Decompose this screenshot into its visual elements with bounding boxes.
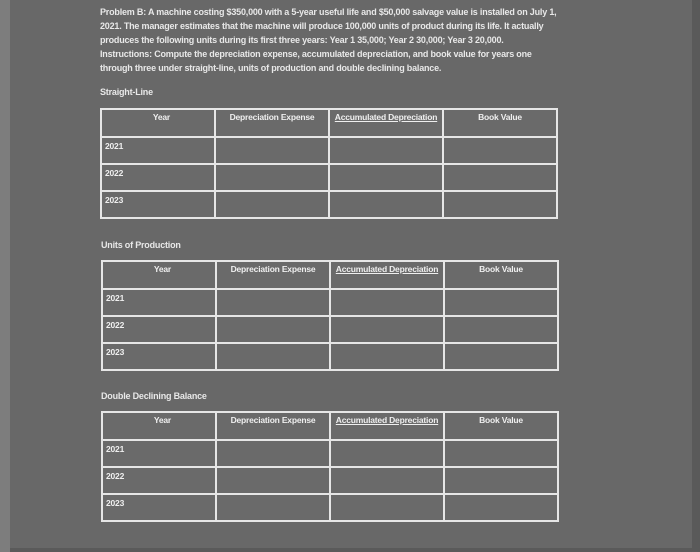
problem-line: 2021. The manager estimates that the machine will produce 100,000 units of product during its life. It actually (100, 21, 544, 31)
table-row (102, 494, 558, 521)
accumulated-cell[interactable] (329, 164, 443, 191)
book-value-cell[interactable] (443, 137, 557, 164)
row-year: 2021 (101, 137, 215, 164)
page-edge (0, 0, 10, 552)
book-value-cell[interactable] (444, 440, 558, 467)
col-accumulated-depreciation: Accumulated Depreciation (329, 109, 443, 137)
accumulated-cell[interactable] (330, 494, 444, 521)
double-declining-balance-table (101, 411, 559, 522)
book-value-cell[interactable] (444, 289, 558, 316)
accumulated-cell[interactable] (329, 137, 443, 164)
col-depreciation-expense: Depreciation Expense (216, 412, 330, 440)
book-value-cell[interactable] (444, 467, 558, 494)
accumulated-cell[interactable] (330, 289, 444, 316)
book-value-cell[interactable] (444, 343, 558, 370)
col-book-value: Book Value (444, 412, 558, 440)
problem-line: Instructions: Compute the depreciation expense, accumulated depreciation, and book value for years one (100, 49, 532, 59)
book-value-cell[interactable] (443, 191, 557, 218)
depreciation-cell[interactable] (216, 440, 330, 467)
table-row (101, 137, 557, 164)
table-row (102, 316, 558, 343)
accumulated-cell[interactable] (330, 440, 444, 467)
col-year: Year (102, 412, 216, 440)
depreciation-cell[interactable] (215, 137, 329, 164)
col-depreciation-expense: Depreciation Expense (216, 261, 330, 289)
section-title-double-declining-balance: Double Declining Balance (101, 391, 207, 401)
col-accumulated-depreciation: Accumulated Depreciation (330, 412, 444, 440)
depreciation-cell[interactable] (216, 343, 330, 370)
depreciation-cell[interactable] (215, 191, 329, 218)
col-book-value: Book Value (444, 261, 558, 289)
table-header-row (102, 261, 558, 289)
table-header-row (101, 109, 557, 137)
section-title-straight-line: Straight-Line (100, 87, 153, 97)
row-year: 2021 (102, 440, 216, 467)
table-header-row (102, 412, 558, 440)
accumulated-cell[interactable] (330, 343, 444, 370)
row-year: 2021 (102, 289, 216, 316)
book-value-cell[interactable] (444, 316, 558, 343)
units-of-production-table (101, 260, 559, 371)
table-row (101, 191, 557, 218)
depreciation-cell[interactable] (216, 289, 330, 316)
row-year: 2022 (101, 164, 215, 191)
table-row (102, 289, 558, 316)
table-row (102, 343, 558, 370)
accumulated-cell[interactable] (330, 467, 444, 494)
row-year: 2022 (102, 467, 216, 494)
table-row (101, 164, 557, 191)
row-year: 2023 (102, 343, 216, 370)
col-year: Year (102, 261, 216, 289)
row-year: 2023 (101, 191, 215, 218)
depreciation-cell[interactable] (216, 316, 330, 343)
accumulated-cell[interactable] (329, 191, 443, 218)
depreciation-cell[interactable] (215, 164, 329, 191)
problem-line: Problem B: A machine costing $350,000 with a 5-year useful life and $50,000 salvage value is installed on July 1, (100, 7, 557, 17)
table-row (102, 467, 558, 494)
col-accumulated-depreciation: Accumulated Depreciation (330, 261, 444, 289)
col-book-value: Book Value (443, 109, 557, 137)
problem-statement (100, 5, 620, 75)
col-year: Year (101, 109, 215, 137)
depreciation-cell[interactable] (216, 467, 330, 494)
col-depreciation-expense: Depreciation Expense (215, 109, 329, 137)
row-year: 2022 (102, 316, 216, 343)
depreciation-cell[interactable] (216, 494, 330, 521)
table-row (102, 440, 558, 467)
row-year: 2023 (102, 494, 216, 521)
accumulated-cell[interactable] (330, 316, 444, 343)
section-title-units-of-production: Units of Production (101, 240, 181, 250)
problem-line: through three under straight-line, units of production and double declining balance. (100, 63, 442, 73)
problem-line: produces the following units during its first three years: Year 1 35,000; Year 2 30,000; Year 3 20,000. (100, 35, 504, 45)
book-value-cell[interactable] (444, 494, 558, 521)
straight-line-table (100, 108, 558, 219)
book-value-cell[interactable] (443, 164, 557, 191)
